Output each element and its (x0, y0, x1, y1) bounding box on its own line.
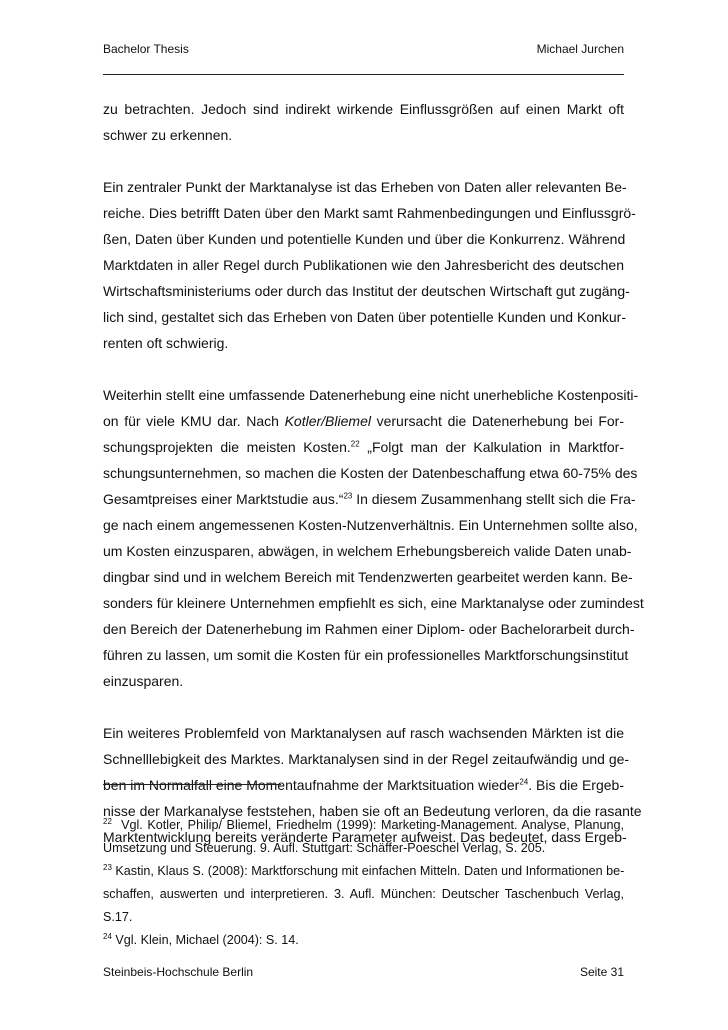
text-line: Marktentwicklung bereits veränderte Parameter aufweist. Das bedeutet, dass Ergeb- (103, 829, 627, 845)
text-line: Ein weiteres Problemfeld von Marktanalysen auf rasch wachsenden Märkten ist die (103, 725, 624, 741)
footnote-22: $^{22}$ Vgl. Kotler, Philip/ Bliemel, Friedhelm (1999): Marketing-Management. Analyse, Planung, (103, 816, 625, 832)
text-line: Marktdaten in aller Regel durch Publikationen wie den Jahresbericht des deutschen (103, 257, 624, 273)
footnote-24: $^{24}$ Vgl. Klein, Michael (2004): S. 14. (103, 931, 299, 947)
text-line: on für viele KMU dar. Nach Kotler/Bliemel verursacht die Datenerhebung bei For- (103, 413, 624, 429)
text-line: führen zu lassen, um somit die Kosten für ein professionelles Marktforschungsinstitut (103, 647, 629, 663)
text-line: um Kosten einzusparen, abwägen, in welchem Erhebungsbereich valide Daten unab- (103, 543, 632, 559)
text-line: den Bereich der Datenerhebung im Rahmen einer Diplom- oder Bachelorarbeit durch- (103, 621, 635, 637)
text-line: ßen, Daten über Kunden und potentielle Kunden und über die Konkurrenz. Während (103, 231, 626, 247)
text-line: Weiterhin stellt eine umfassende Datenerhebung eine nicht unerhebliche Kostenpositi- (103, 387, 639, 403)
text-line: zu betrachten. Jedoch sind indirekt wirkende Einflussgrößen auf einen Markt oft (103, 101, 624, 117)
text-line: einzusparen. (103, 673, 184, 689)
text-line: nisse der Markanalyse feststehen, haben sie oft an Bedeutung verloren, da die rasante (103, 803, 642, 819)
header-title: Bachelor Thesis (103, 42, 189, 56)
footnotes (103, 814, 627, 952)
footnote-23: $^{23}$ Kastin, Klaus S. (2008): Marktforschung mit einfachen Mitteln. Daten und Informationen be- (103, 862, 625, 878)
footnote-line: S.17. (103, 910, 133, 924)
text-line: renten oft schwierig. (103, 335, 229, 351)
page-number: Seite 31 (579, 965, 624, 979)
body-text (103, 96, 644, 850)
footnote-line: Umsetzung und Steuerung. 9. Aufl. Stuttgart: Schäffer-Poeschel Verlag, S. 205. (103, 841, 546, 855)
page-footer (103, 965, 624, 979)
footnote-line: schaffen, auswerten und interpretieren. 3. Aufl. München: Deutscher Taschenbuch Verlag, (103, 887, 624, 901)
text-line: ben im Normalfall eine Momentaufnahme der Marktsituation wieder$^{24}$. Bis die Ergeb- (103, 777, 624, 793)
text-line: Ein zentraler Punkt der Marktanalyse ist das Erheben von Daten aller relevanten Be- (103, 179, 627, 195)
header-rule (103, 74, 624, 75)
text-line: lich sind, gestaltet sich das Erheben von Daten über potentielle Kunden und Konkur- (103, 309, 627, 325)
text-line: schungsprojekten die meisten Kosten.$^{22}$ „Folgt man der Kalkulation in Marktfor- (103, 439, 624, 455)
header-author: Michael Jurchen (536, 42, 624, 56)
footer-institution: Steinbeis-Hochschule Berlin (103, 965, 254, 979)
footnote-ref-23[interactable]: 23 (343, 491, 353, 501)
page-header (103, 42, 624, 56)
text-line: Schnelllebigkeit des Marktes. Marktanalysen sind in der Regel zeitaufwändig und ge- (103, 751, 630, 767)
footnote-separator (103, 784, 281, 785)
text-line: schwer zu erkennen. (103, 127, 233, 143)
text-line: Gesamtpreises einer Marktstudie aus.“$^{23}$ In diesem Zusammenhang stellt sich die Fra- (103, 491, 636, 507)
text-line: ge nach einem angemessenen Kosten-Nutzenverhältnis. Ein Unternehmen sollte also, (103, 517, 638, 533)
cited-authors: Kotler/Bliemel (284, 413, 371, 429)
footnote-ref-24[interactable]: 24 (519, 777, 529, 787)
text-line: dingbar sind und in welchem Bereich mit Tendenzwerten gearbeitet werden kann. Be- (103, 569, 633, 585)
text-line: schungsunternehmen, so machen die Kosten der Datenbeschaffung etwa 60-75% des (103, 465, 638, 481)
text-line: reiche. Dies betrifft Daten über den Markt samt Rahmenbedingungen und Einflussgrö- (103, 205, 636, 221)
text-line: Wirtschaftsministeriums oder durch das Institut der deutschen Wirtschaft gut zugäng- (103, 283, 630, 299)
footnote-ref-22[interactable]: 22 (350, 439, 360, 449)
text-line: sonders für kleinere Unternehmen empfiehlt es sich, eine Marktanalyse oder zumindest (103, 595, 644, 611)
